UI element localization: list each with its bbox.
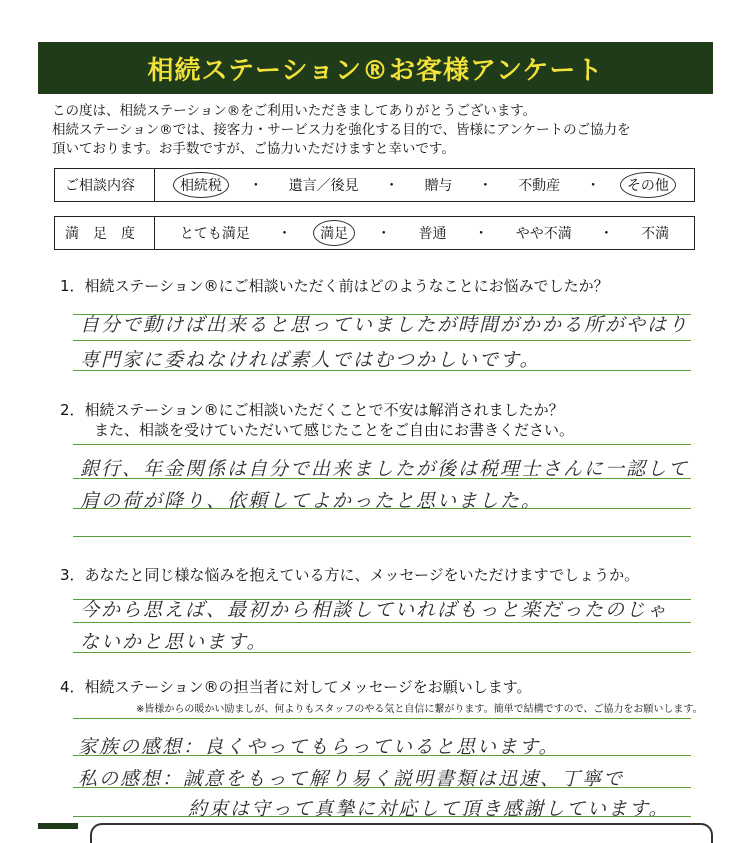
consultation-option-other[interactable]: その他 [620,172,676,198]
answer-rule-line [73,787,691,788]
satisfaction-option-somewhat-dissatisfied[interactable]: やや不満 [515,226,572,242]
answer-rule-line [73,370,691,371]
consultation-option-real-estate[interactable]: 不動産 [518,178,561,194]
consultation-label: ご相談内容 [55,169,155,201]
intro-line: 頂いております。お手数ですが、ご協力いただけますと幸いです。 [52,141,455,157]
answer-4-line-1: 家族の感想：良くやってもらっていると思います。 [78,736,560,758]
survey-header [38,42,713,94]
satisfaction-option-dissatisfied[interactable]: 不満 [641,226,670,242]
answer-rule-line [73,340,691,341]
answer-3-line-1: 今から思えば、最初から相談していればもっと楽だったのじゃ [80,599,669,621]
satisfaction-label: 満 足 度 [55,217,155,249]
answer-rule-line [73,622,691,623]
answer-4-line-2: 私の感想：誠意をもって解り易く説明書類は迅速、丁寧で [78,768,625,790]
question-4: 4．相続ステーション®の担当者に対してメッセージをお願いします。 [60,678,532,696]
question-1: 1．相続ステーション®にご相談いただく前はどのようなことにお悩みでしたか？ [60,277,609,295]
answer-rule-line [73,508,691,509]
satisfaction-option-neutral[interactable]: 普通 [418,226,447,242]
answer-1-line-2: 専門家に委ねなければ素人ではむつかしいです。 [80,349,541,371]
consultation-option-will[interactable]: 遺言／後見 [288,178,359,194]
question-4-note: ※皆様からの暖かい励ましが、何よりもスタッフのやる気と自信に繋がります。簡単で結構ですので、ご協力をお願いします。 [136,704,703,715]
survey-sheet [38,42,713,829]
consultation-option-inheritance-tax[interactable]: 相続税 [173,172,229,198]
answer-rule-line [73,444,691,445]
intro-text [52,102,702,159]
answer-rule-line [73,652,691,653]
answer-2-line-1: 銀行、年金関係は自分で出来ましたが後は税理士さんに一認して [80,458,690,480]
consultation-box: ご相談内容 相続税 ・ 遺言／後見 ・ 贈与 ・ 不動産 ・ その他 [54,168,695,202]
satisfaction-box: 満 足 度 とても満足 ・ 満足 ・ 普通 ・ やや不満 ・ 不満 [54,216,695,250]
answer-3-line-2: ないかと思います。 [80,631,268,653]
satisfaction-option-very-satisfied[interactable]: とても満足 [179,226,250,242]
satisfaction-option-satisfied[interactable]: 満足 [313,220,355,246]
intro-line: 相続ステーション®では、接客力・サービス力を強化する目的で、皆様にアンケートのご協力を [52,122,631,138]
footer-box [90,823,713,843]
question-3: 3．あなたと同じ様な悩みを抱えている方に、メッセージをいただけますでしょうか。 [60,566,640,584]
answer-rule-line [73,536,691,537]
intro-line: この度は、相続ステーション®をご利用いただきましてありがとうございます。 [52,103,537,119]
answer-rule-line [73,755,691,756]
answer-rule-line [73,599,691,600]
answer-4-line-3: 約束は守って真摯に対応して頂き感謝しています。 [188,798,670,820]
answer-1-line-1: 自分で動けば出来ると思っていましたが時間がかかる所がやはり [80,314,690,336]
answer-2-line-2: 肩の荷が降り、依頼してよかったと思いました。 [80,490,543,512]
answer-rule-line [73,816,691,817]
answer-rule-line [73,314,691,315]
survey-title: 相続ステーション®お客様アンケート [147,55,604,86]
answer-rule-line [73,718,691,719]
question-2-sub: また、相談を受けていただいて感じたことをご自由にお書きください。 [94,421,575,439]
consultation-option-gift[interactable]: 贈与 [424,178,453,194]
question-2: 2．相続ステーション®にご相談いただくことで不安は解消されましたか？ [60,401,564,419]
footer-bar [38,823,78,829]
answer-rule-line [73,478,691,479]
